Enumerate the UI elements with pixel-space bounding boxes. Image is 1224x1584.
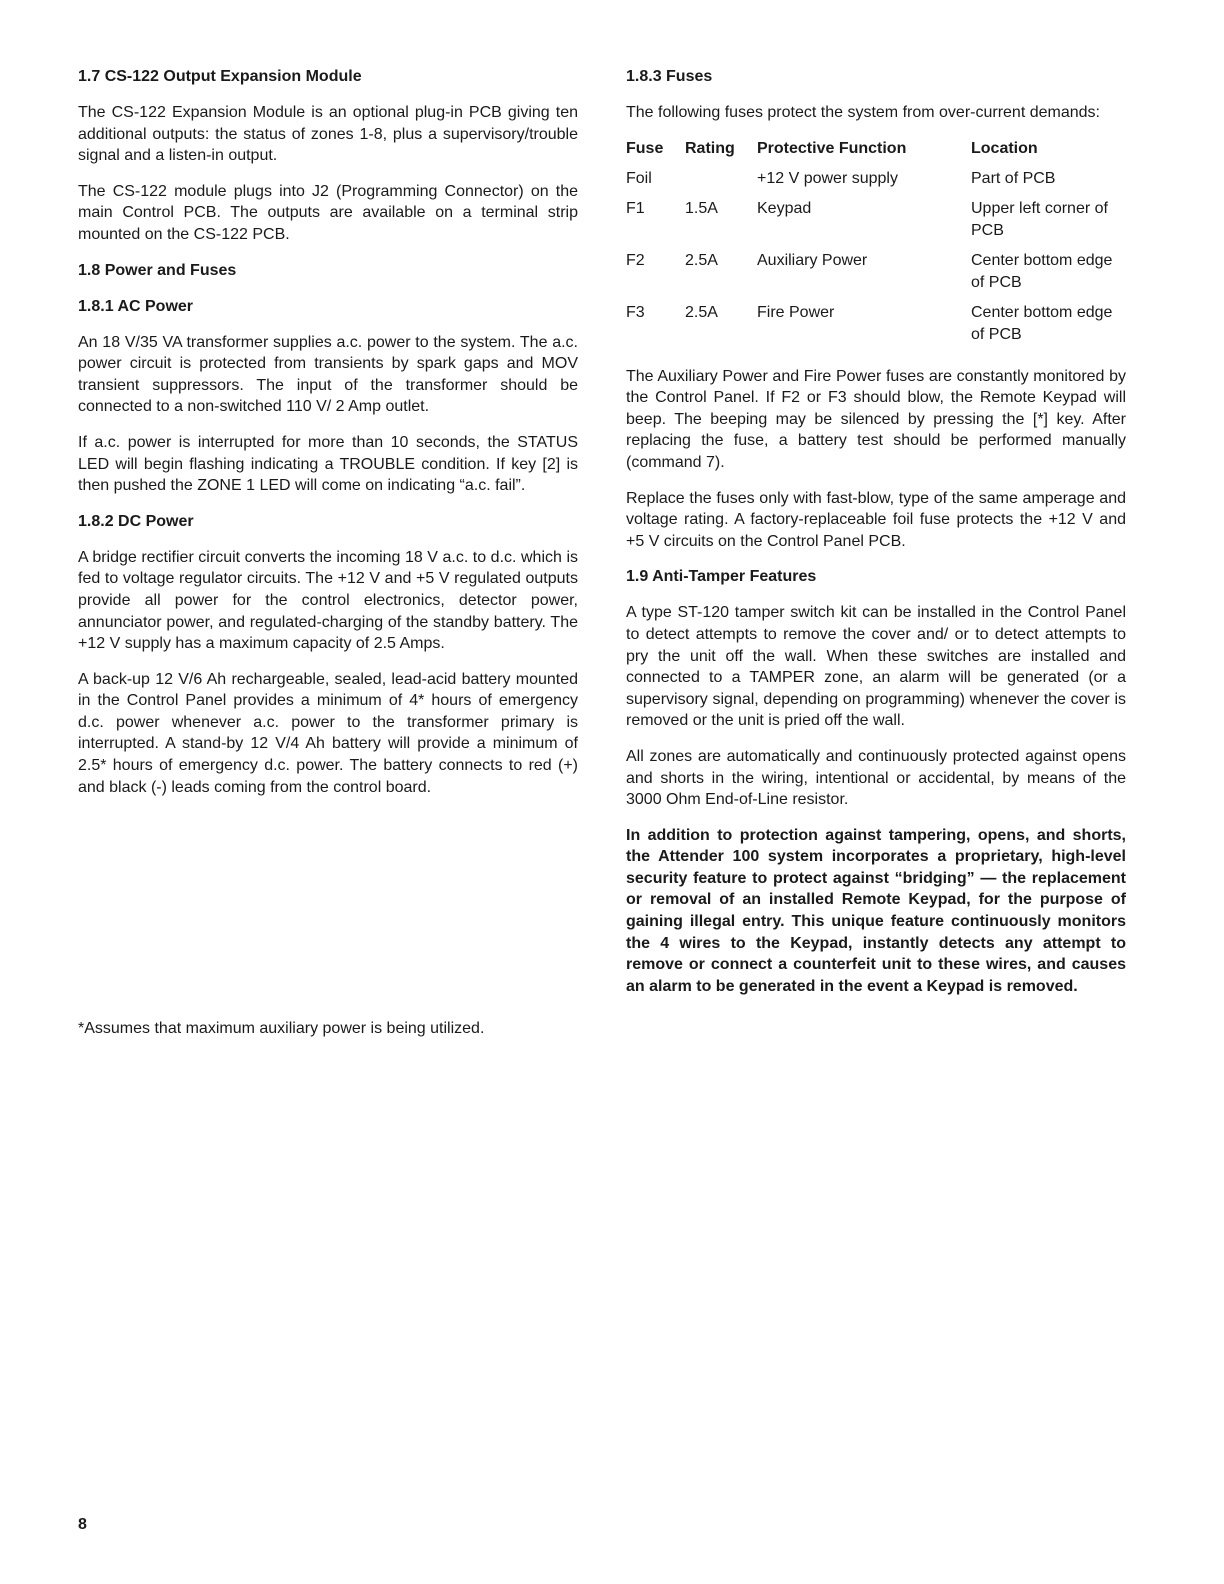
column-header: Location bbox=[971, 139, 1038, 157]
fuse-table bbox=[626, 138, 1126, 354]
table-cell: Center bottom edge of PCB bbox=[971, 251, 1113, 291]
table-cell: Center bottom edge of PCB bbox=[971, 303, 1113, 343]
paragraph: An 18 V/35 VA transformer supplies a.c. power to the system. The a.c. power circuit is protected from transients by spark gaps and MOV transient suppressors. The input of the transformer should be connected to a non-switched 110 V/ 2 Amp outlet. bbox=[78, 333, 578, 416]
paragraph: The CS-122 module plugs into J2 (Programming Connector) on the main Control PCB. The outputs are available on a terminal strip mounted on the CS-122 PCB. bbox=[78, 182, 578, 243]
table-cell: Keypad bbox=[757, 199, 812, 217]
paragraph: If a.c. power is interrupted for more than 10 seconds, the STATUS LED will begin flashing indicating a TROUBLE condition. If key [2] is then pushed the ZONE 1 LED will come on indicating “a.c. fail”. bbox=[78, 433, 578, 495]
paragraph: A bridge rectifier circuit converts the incoming 18 V a.c. to d.c. which is fed to voltage regulator circuits. The +12 V and +5 V regulated outputs provide all power for the control electronics, detector power, annunciator power, and regulated-charging of the standby battery. The +12 V supply has a maximum capacity of 2.5 Amps. bbox=[78, 548, 578, 653]
table-cell: Foil bbox=[626, 169, 652, 187]
section-heading-1-8-2: 1.8.2 DC Power bbox=[78, 512, 194, 530]
paragraph: The Auxiliary Power and Fire Power fuses are constantly monitored by the Control Panel. If F2 or F3 should blow, the Remote Keypad will beep. The beeping may be silenced by pressing the [*] key. After replacing the fuse, a battery test should be performed manually (command 7). bbox=[626, 367, 1126, 471]
table-cell: 2.5A bbox=[685, 251, 718, 269]
right-column bbox=[626, 66, 1126, 1011]
bold-paragraph: In addition to protection against tampering, opens, and shorts, the Attender 100 system incorporates a proprietary, high-level security feature to protect against “bridging” — the replacement or removal of an installed Remote Keypad, for the purpose of gaining illegal entry. This unique feature continuously monitors the 4 wires to the Keypad, instantly detects any attempt to remove or connect a counterfeit unit to these wires, and causes an alarm to be generated in the event a Keypad is removed. bbox=[626, 826, 1126, 995]
column-header: Protective Function bbox=[757, 139, 907, 157]
table-row bbox=[626, 302, 1126, 354]
table-cell: Auxiliary Power bbox=[757, 251, 868, 269]
table-row bbox=[626, 250, 1126, 302]
table-cell: Part of PCB bbox=[971, 169, 1056, 187]
column-header: Rating bbox=[685, 139, 735, 157]
paragraph: A back-up 12 V/6 Ah rechargeable, sealed, lead-acid battery mounted in the Control Panel provides a minimum of 4* hours of emergency d.c. power whenever a.c. power to the transformer primary is interrupted. A stand-by 12 V/4 Ah battery will provide a minimum of 2.5* hours of emergency d.c. power. The battery connects to red (+) and black (-) leads coming from the control board. bbox=[78, 670, 578, 796]
table-cell: F3 bbox=[626, 303, 645, 321]
table-cell: 2.5A bbox=[685, 303, 718, 321]
table-cell: F1 bbox=[626, 199, 645, 217]
paragraph: All zones are automatically and continuously protected against opens and shorts in the wiring, intentional or accidental, by means of the 3000 Ohm End-of-Line resistor. bbox=[626, 747, 1126, 809]
section-heading-1-9: 1.9 Anti-Tamper Features bbox=[626, 568, 817, 586]
footnote: *Assumes that maximum auxiliary power is being utilized. bbox=[78, 1020, 485, 1037]
column-header: Fuse bbox=[626, 139, 664, 157]
section-heading-1-7: 1.7 CS-122 Output Expansion Module bbox=[78, 68, 362, 85]
table-cell bbox=[685, 168, 757, 198]
page-number: 8 bbox=[78, 1516, 87, 1533]
paragraph: Replace the fuses only with fast-blow, type of the same amperage and voltage rating. A factory-replaceable foil fuse protects the +12 V and +5 V circuits on the Control Panel PCB. bbox=[626, 489, 1126, 550]
paragraph: The CS-122 Expansion Module is an optional plug-in PCB giving ten additional outputs: the status of zones 1-8, plus a supervisory/trouble signal and a listen-in output. bbox=[78, 104, 578, 165]
table-row bbox=[626, 198, 1126, 250]
section-heading-1-8-3: 1.8.3 Fuses bbox=[626, 68, 713, 85]
paragraph: A type ST-120 tamper switch kit can be installed in the Control Panel to detect attempts to remove the cover and/ or to detect attempts to pry the unit off the wall. When these switches are installed and connected to a TAMPER zone, an alarm will be generated (or a supervisory signal, depending on programming) whenever the cover is removed or the unit is pried off the wall. bbox=[626, 604, 1126, 730]
table-cell: +12 V power supply bbox=[757, 169, 898, 187]
table-row bbox=[626, 168, 1126, 198]
section-heading-1-8: 1.8 Power and Fuses bbox=[78, 261, 237, 279]
table-header-row bbox=[626, 138, 1126, 168]
table-cell: Fire Power bbox=[757, 303, 835, 321]
left-column bbox=[78, 66, 578, 812]
section-heading-1-8-1: 1.8.1 AC Power bbox=[78, 297, 194, 315]
table-cell: F2 bbox=[626, 251, 645, 269]
table-cell: Upper left corner of PCB bbox=[971, 199, 1108, 239]
paragraph: The following fuses protect the system from over-current demands: bbox=[626, 104, 1100, 121]
table-cell: 1.5A bbox=[685, 199, 718, 217]
